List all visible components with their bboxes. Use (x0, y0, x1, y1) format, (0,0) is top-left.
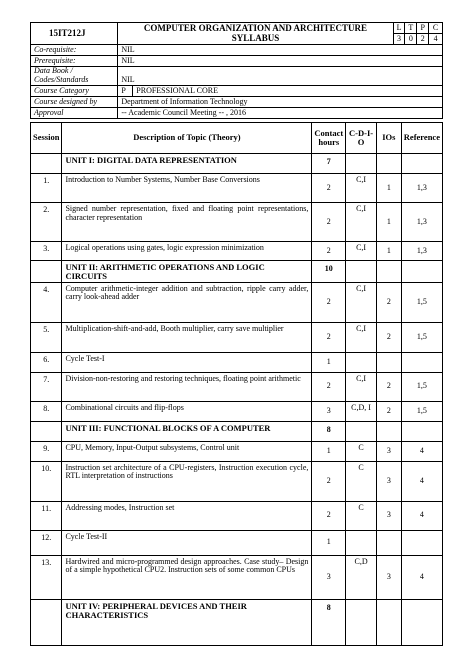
io-value: 3 (376, 555, 401, 599)
unit-hours: 8 (312, 421, 346, 441)
reference-value (401, 530, 442, 555)
column-header-reference: Reference (401, 123, 442, 154)
topic-row (31, 530, 443, 555)
topic-description: CPU, Memory, Input-Output subsystems, Control unit (62, 441, 312, 461)
unit-ios (376, 599, 401, 645)
session-number: 5. (31, 322, 62, 352)
unit-reference (401, 599, 442, 645)
session-number: 8. (31, 401, 62, 421)
reference-value: 1,3 (401, 203, 442, 242)
unit-title: UNIT I: DIGITAL DATA REPRESENTATION (62, 154, 312, 174)
contact-hours: 3 (312, 555, 346, 599)
topic-row (31, 174, 443, 203)
unit-hours: 7 (312, 154, 346, 174)
ltpc-value-p: 2 (417, 34, 429, 45)
databook-label: Data Book / Codes/Standards (31, 67, 118, 86)
reference-value: 1,3 (401, 174, 442, 203)
course-title (118, 23, 393, 45)
contact-hours: 2 (312, 242, 346, 261)
contact-hours: 3 (312, 401, 346, 421)
ltpc-value-l: 3 (393, 34, 405, 45)
unit-ios (376, 261, 401, 283)
topic-row (31, 352, 443, 372)
contact-hours: 2 (312, 322, 346, 352)
approval-value: -- Academic Council Meeting -- , 2016 (118, 108, 443, 119)
session-number: 9. (31, 441, 62, 461)
topic-description: Hardwired and micro-programmed design approaches. Case study– Design of a simple hypothetical CPU2. Instruction sets of some common CPUs (62, 555, 312, 599)
reference-value: 4 (401, 555, 442, 599)
prerequisite-value: NIL (118, 56, 443, 67)
topic-row (31, 501, 443, 530)
topic-description: Multiplication-shift-and-add, Booth multiplier, carry save multiplier (62, 322, 312, 352)
topic-row (31, 555, 443, 599)
contact-hours: 2 (312, 282, 346, 322)
io-value (376, 530, 401, 555)
cdio-value: C (346, 501, 377, 530)
unit-spacer (31, 421, 62, 441)
contact-hours: 2 (312, 203, 346, 242)
unit-cdio (346, 421, 377, 441)
session-number: 7. (31, 372, 62, 401)
unit-ios (376, 154, 401, 174)
topic-description: Logical operations using gates, logic expression minimization (62, 242, 312, 261)
cdio-value: C,I (346, 282, 377, 322)
unit-title: UNIT II: ARITHMETIC OPERATIONS AND LOGIC CIRCUITS (62, 261, 312, 283)
column-header-ios: IOs (376, 123, 401, 154)
cdio-value: C,I (346, 242, 377, 261)
topic-description: Addressing modes, Instruction set (62, 501, 312, 530)
session-number: 10. (31, 461, 62, 501)
syllabus-body (31, 154, 443, 646)
course-title-line1: COMPUTER ORGANIZATION AND ARCHITECTURE (143, 23, 368, 34)
session-number: 6. (31, 352, 62, 372)
unit-cdio (346, 154, 377, 174)
databook-value: NIL (118, 67, 443, 86)
unit-title: UNIT III: FUNCTIONAL BLOCKS OF A COMPUTER (62, 421, 312, 441)
course-category-code: P (118, 86, 133, 97)
reference-value: 1,5 (401, 372, 442, 401)
cdio-value: C (346, 461, 377, 501)
contact-hours: 1 (312, 530, 346, 555)
unit-hours: 8 (312, 599, 346, 645)
io-value: 3 (376, 441, 401, 461)
cdio-value: C,I (346, 372, 377, 401)
io-value: 2 (376, 401, 401, 421)
io-value: 1 (376, 174, 401, 203)
topic-description: Signed number representation, fixed and floating point representations, character representation (62, 203, 312, 242)
course-code: 15IT212J (31, 23, 118, 45)
course-category-label: Course Category (31, 86, 118, 97)
topic-description: Instruction set architecture of a CPU-registers, Instruction execution cycle, RTL interpretation of instructions (62, 461, 312, 501)
unit-spacer (31, 261, 62, 283)
ltpc-value-c: 4 (429, 34, 443, 45)
topic-description: Cycle Test-I (62, 352, 312, 372)
syllabus-table (30, 122, 443, 646)
session-number: 13. (31, 555, 62, 599)
io-value: 1 (376, 203, 401, 242)
topic-row (31, 322, 443, 352)
cdio-value: C,I (346, 322, 377, 352)
topic-description: Computer arithmetic-integer addition and subtraction, ripple carry adder, carry look-ahead adder (62, 282, 312, 322)
unit-spacer (31, 599, 62, 645)
contact-hours: 2 (312, 174, 346, 203)
approval-label: Approval (31, 108, 118, 119)
cdio-value: C,D, I (346, 401, 377, 421)
designed-by-value: Department of Information Technology (118, 97, 443, 108)
cdio-value: C,I (346, 203, 377, 242)
syllabus-header-row (31, 123, 443, 154)
session-number: 2. (31, 203, 62, 242)
ltpc-label-p: P (417, 23, 429, 34)
io-value: 3 (376, 501, 401, 530)
topic-description: Combinational circuits and flip-flops (62, 401, 312, 421)
unit-header-row (31, 599, 443, 645)
unit-cdio (346, 261, 377, 283)
ltpc-label-t: T (405, 23, 417, 34)
reference-value (401, 352, 442, 372)
unit-cdio (346, 599, 377, 645)
course-category-value: PROFESSIONAL CORE (133, 86, 443, 97)
io-value: 3 (376, 461, 401, 501)
course-title-line2: SYLLABUS (231, 32, 280, 43)
contact-hours: 2 (312, 461, 346, 501)
topic-description: Division-non-restoring and restoring techniques, floating point arithmetic (62, 372, 312, 401)
corequisite-label: Co-requisite: (31, 45, 118, 56)
topic-row (31, 461, 443, 501)
session-number: 3. (31, 242, 62, 261)
unit-header-row (31, 154, 443, 174)
column-header-description: Description of Topic (Theory) (62, 123, 312, 154)
unit-header-row (31, 261, 443, 283)
corequisite-value: NIL (118, 45, 443, 56)
session-number: 1. (31, 174, 62, 203)
cdio-value (346, 352, 377, 372)
unit-title: UNIT IV: PERIPHERAL DEVICES AND THEIR CHARACTERISTICS (62, 599, 312, 645)
session-number: 12. (31, 530, 62, 555)
column-header-session: Session (31, 123, 62, 154)
contact-hours: 2 (312, 501, 346, 530)
io-value: 2 (376, 372, 401, 401)
io-value: 1 (376, 242, 401, 261)
prerequisite-label: Prerequisite: (31, 56, 118, 67)
session-number: 11. (31, 501, 62, 530)
unit-ios (376, 421, 401, 441)
reference-value: 1,5 (401, 401, 442, 421)
unit-reference (401, 261, 442, 283)
session-number: 4. (31, 282, 62, 322)
ltpc-label-l: L (393, 23, 405, 34)
reference-value: 1,3 (401, 242, 442, 261)
unit-spacer (31, 154, 62, 174)
topic-row (31, 372, 443, 401)
contact-hours: 1 (312, 352, 346, 372)
course-header-table (30, 22, 443, 119)
designed-by-label: Course designed by (31, 97, 118, 108)
topic-row (31, 282, 443, 322)
topic-row (31, 401, 443, 421)
cdio-value: C (346, 441, 377, 461)
topic-row (31, 242, 443, 261)
unit-header-row (31, 421, 443, 441)
topic-row (31, 203, 443, 242)
column-header-contact-hours: Contact hours (312, 123, 346, 154)
reference-value: 4 (401, 441, 442, 461)
unit-reference (401, 154, 442, 174)
reference-value: 4 (401, 461, 442, 501)
unit-reference (401, 421, 442, 441)
ltpc-value-t: 0 (405, 34, 417, 45)
column-header-cdio: C-D-I-O (346, 123, 377, 154)
cdio-value: C,D (346, 555, 377, 599)
reference-value: 1,5 (401, 322, 442, 352)
contact-hours: 1 (312, 441, 346, 461)
cdio-value (346, 530, 377, 555)
topic-row (31, 441, 443, 461)
io-value: 2 (376, 282, 401, 322)
ltpc-label-c: C (429, 23, 443, 34)
reference-value: 1,5 (401, 282, 442, 322)
topic-description: Cycle Test-II (62, 530, 312, 555)
cdio-value: C,I (346, 174, 377, 203)
contact-hours: 2 (312, 372, 346, 401)
unit-hours: 10 (312, 261, 346, 283)
reference-value: 4 (401, 501, 442, 530)
io-value (376, 352, 401, 372)
topic-description: Introduction to Number Systems, Number Base Conversions (62, 174, 312, 203)
io-value: 2 (376, 322, 401, 352)
